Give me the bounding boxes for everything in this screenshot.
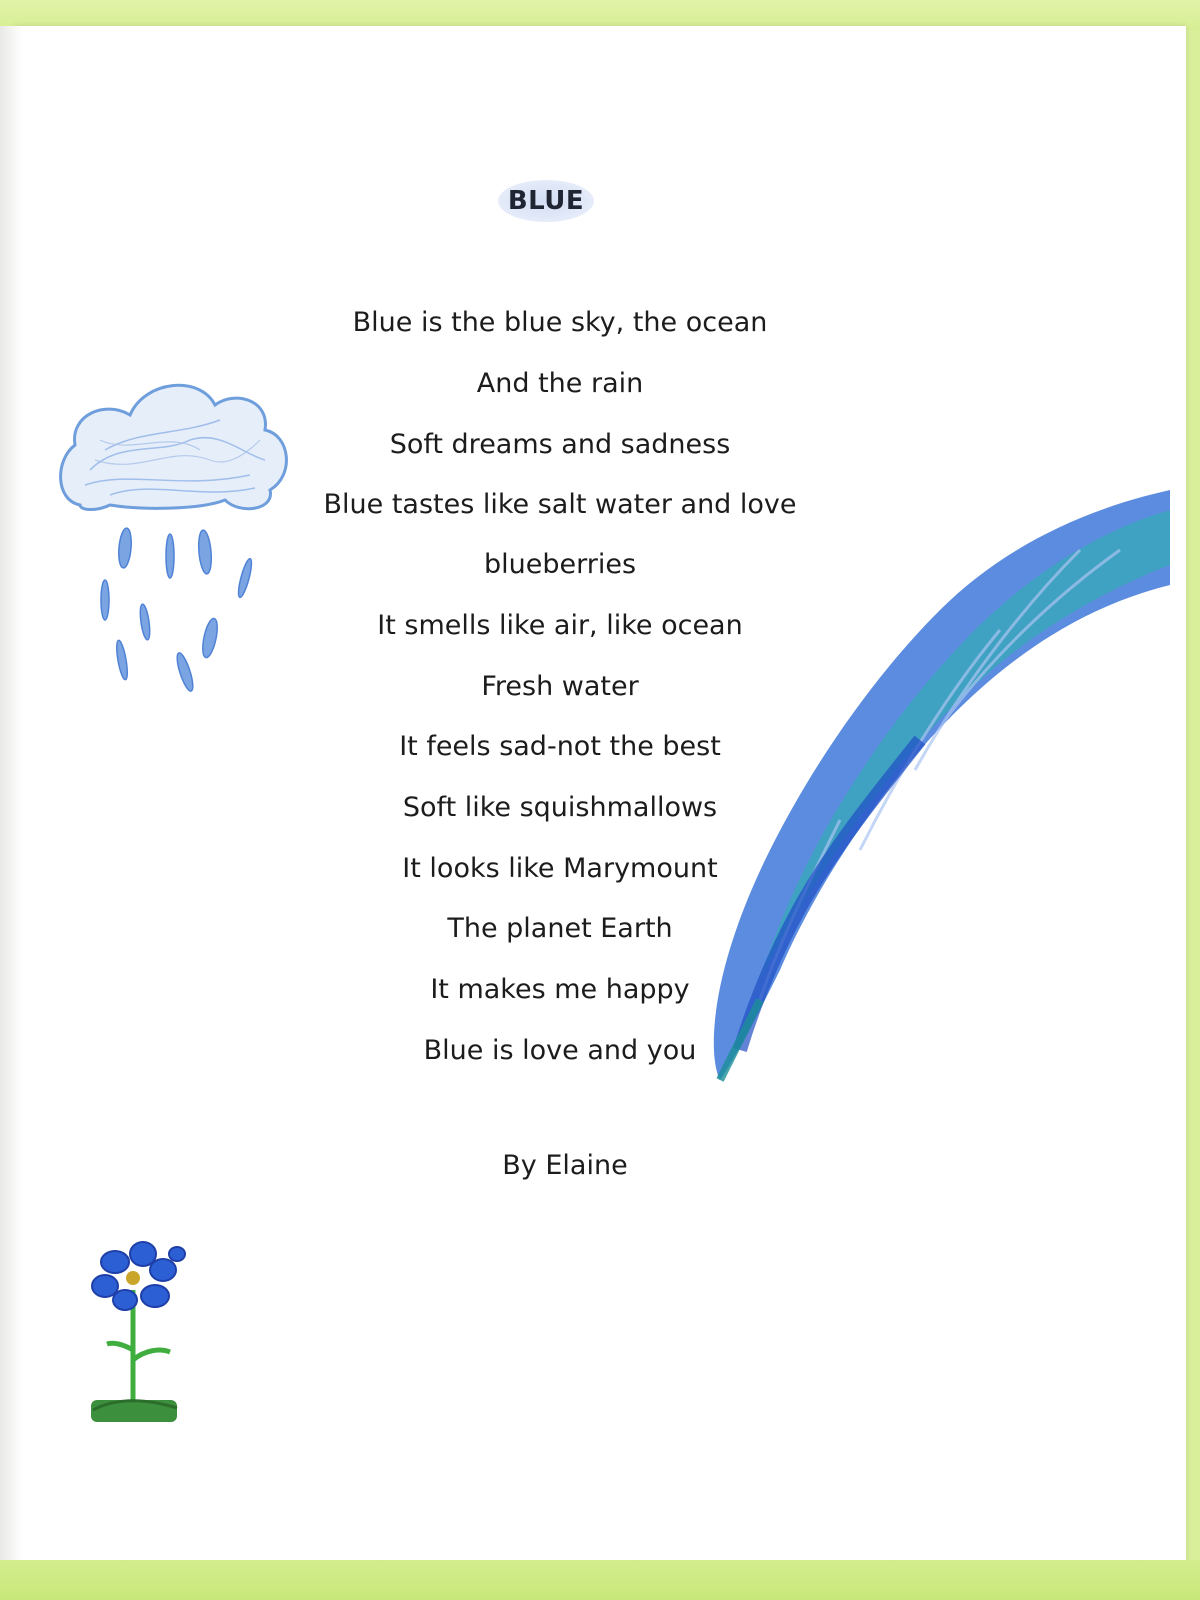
cloud-icon xyxy=(61,385,287,509)
blue-flower-icon xyxy=(85,1240,215,1440)
poem-line: Blue tastes like salt water and love xyxy=(323,489,797,520)
poem-line: It smells like air, like ocean xyxy=(377,610,743,641)
poem-line: It feels sad-not the best xyxy=(399,731,721,762)
poem-title xyxy=(498,180,594,222)
poem-line: The planet Earth xyxy=(447,913,673,944)
poem-title-text: BLUE xyxy=(507,186,585,216)
poem-line: Soft like squishmallows xyxy=(402,792,718,823)
poem-line: Fresh water xyxy=(481,671,639,702)
rain-cloud-icon xyxy=(50,360,300,720)
poem-line: blueberries xyxy=(483,549,637,580)
flower-center-icon xyxy=(126,1271,140,1285)
poem-line: Blue is the blue sky, the ocean xyxy=(352,307,768,338)
poem-line: It makes me happy xyxy=(430,974,690,1005)
poem-line: Blue is love and you xyxy=(423,1035,697,1066)
poem-byline: By Elaine xyxy=(502,1150,628,1181)
page-edge xyxy=(0,26,22,1566)
raindrops-icon xyxy=(101,528,254,693)
poem-line: Soft dreams and sadness xyxy=(389,429,731,460)
blue-crayon-stroke-icon xyxy=(700,490,1180,1110)
background-bottom xyxy=(0,1560,1200,1600)
poem-line: And the rain xyxy=(476,368,644,399)
poem-line: It looks like Marymount xyxy=(402,853,718,884)
